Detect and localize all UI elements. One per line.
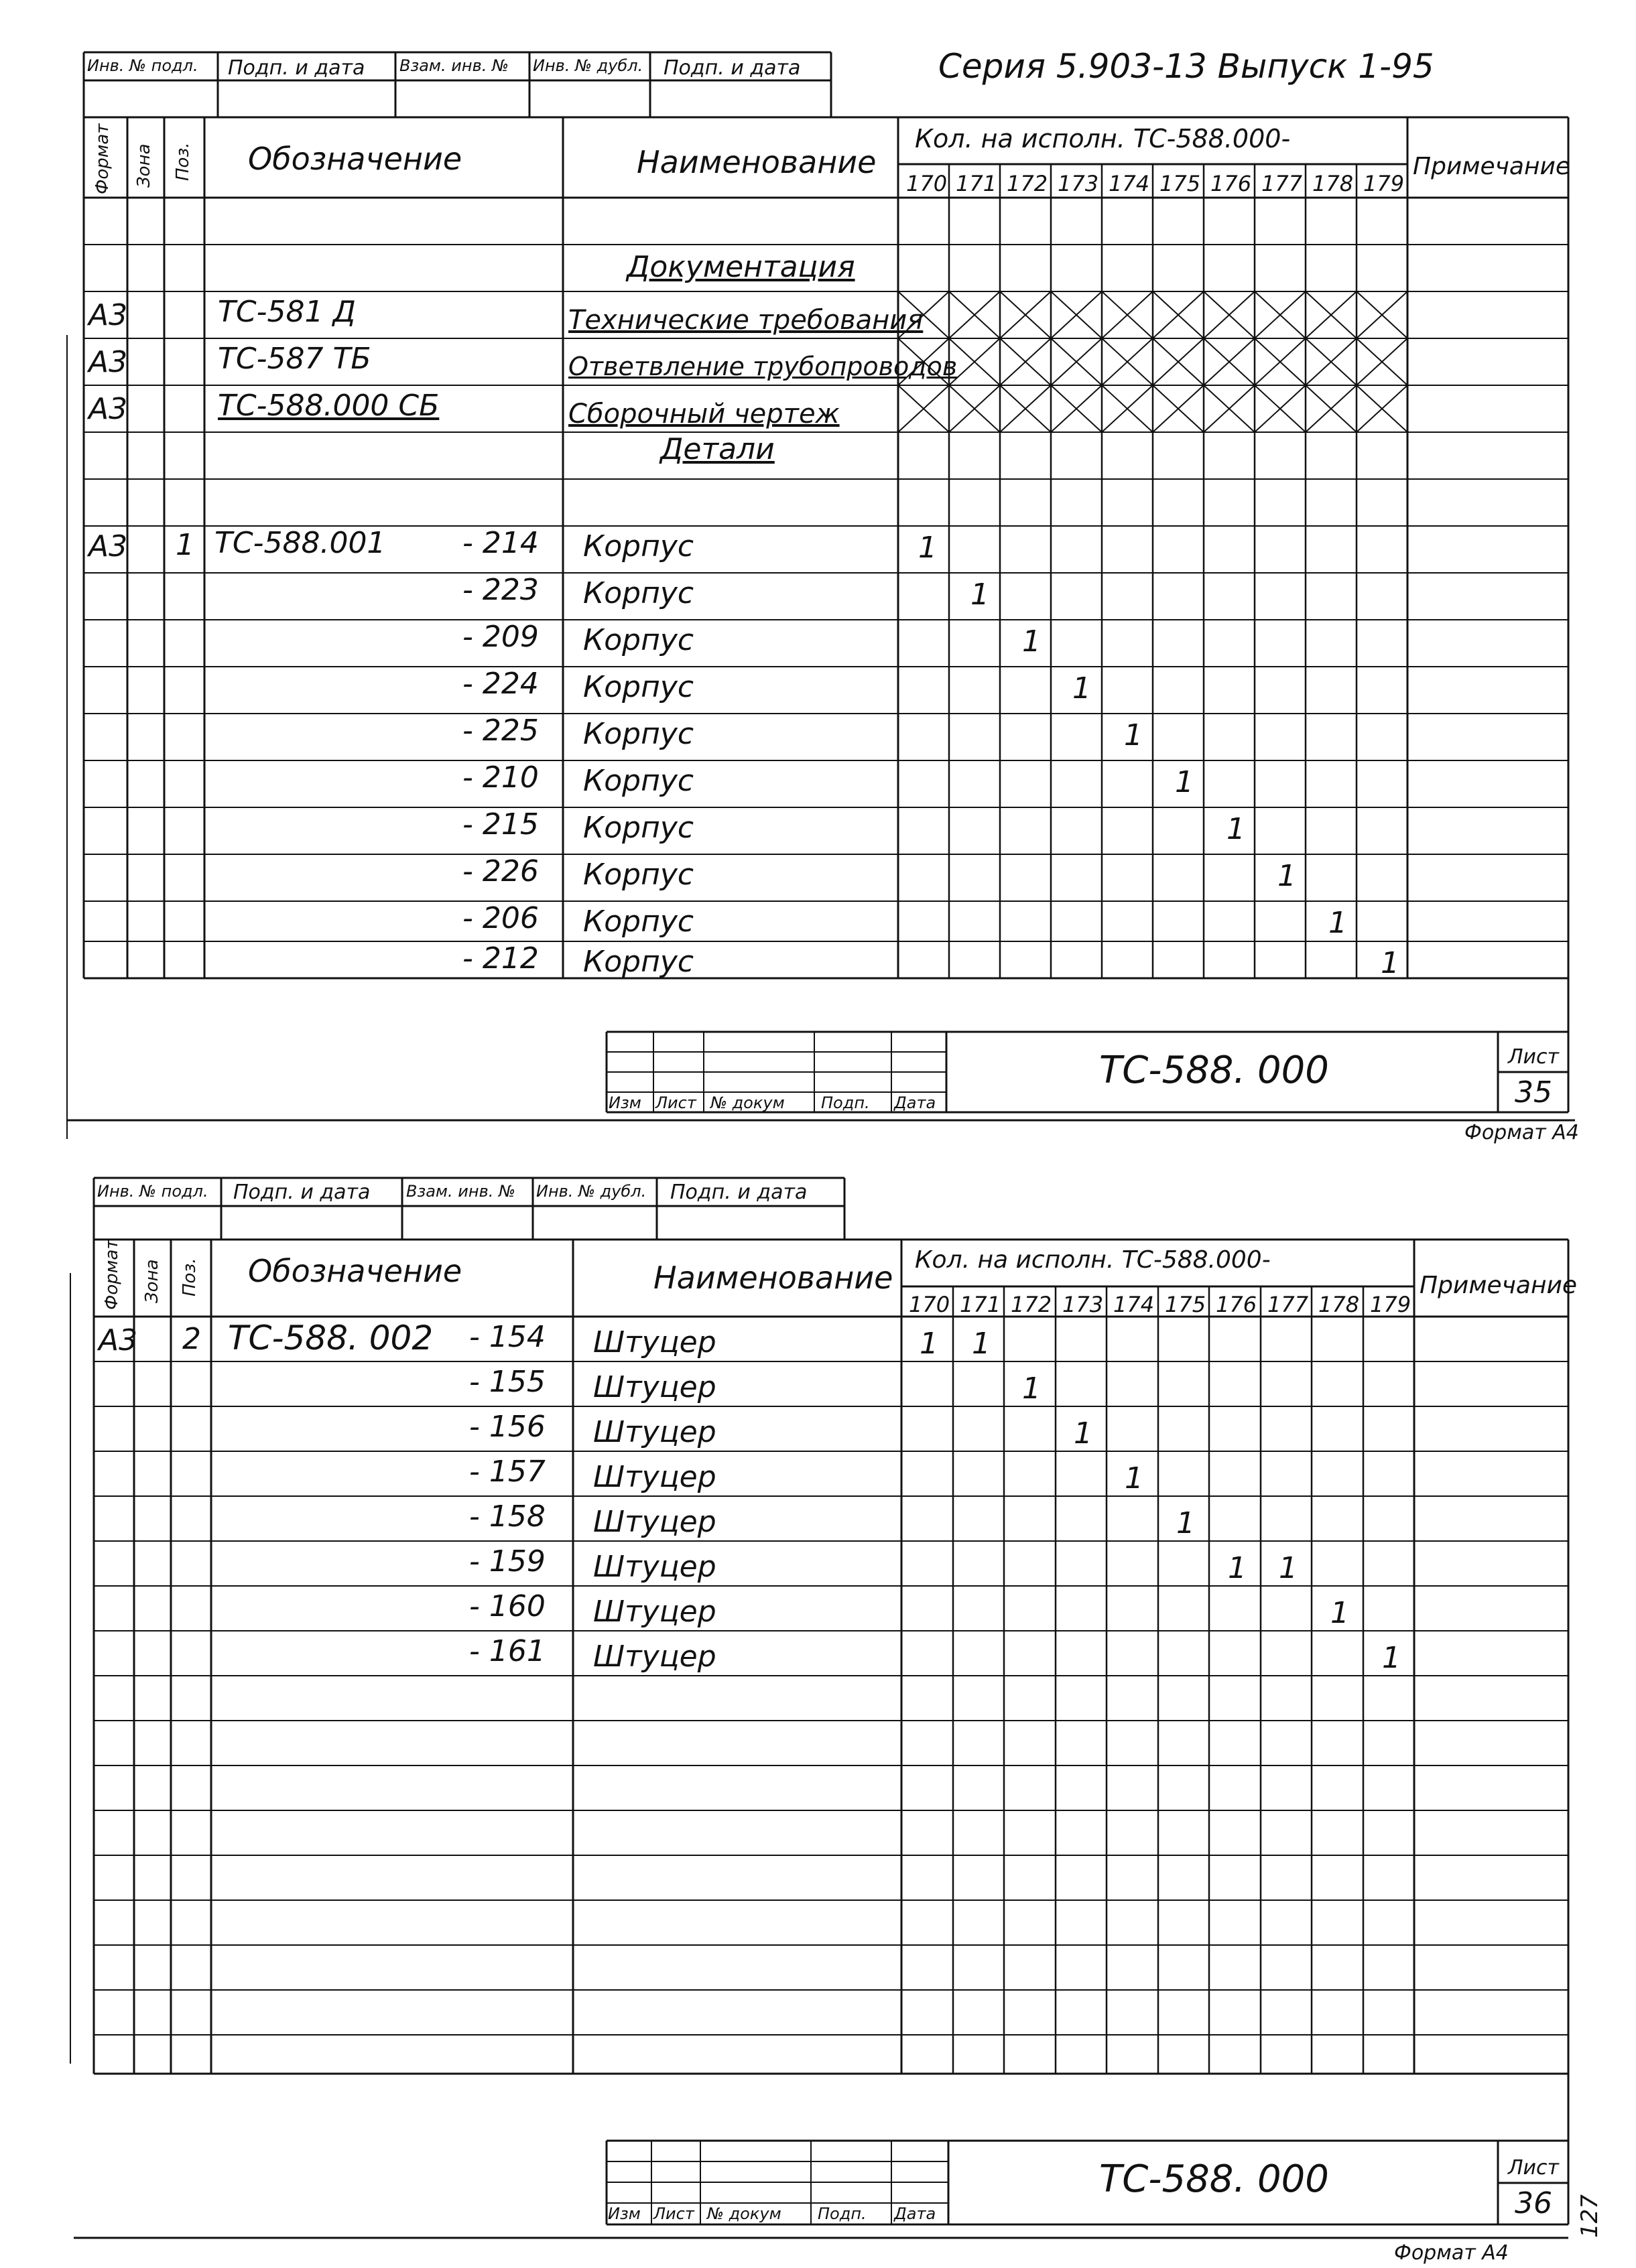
part-suffix: - 226 [462, 854, 539, 888]
col-zone: Зона [134, 143, 154, 188]
tb-code: ТС-588. 000 [1099, 1049, 1329, 1092]
part-pos: 2 [182, 1322, 201, 1356]
sheet2-frame [74, 1240, 1568, 2238]
col-qty-header: Кол. на исполн. ТС-588.000- [915, 1246, 1271, 1274]
part-suffix: - 224 [462, 667, 539, 701]
part-suffix: - 214 [462, 526, 539, 560]
part-qty: 1 [1175, 765, 1194, 799]
tb-date: Дата [894, 1093, 936, 1112]
part-qty: 1 [1228, 1551, 1247, 1585]
part-suffix: - 160 [469, 1589, 546, 1623]
tb-sheet-label: Лист [1508, 2156, 1560, 2180]
col-qty-header: Кол. на исполн. ТС-588.000- [915, 124, 1291, 153]
part-suffix: - 154 [469, 1320, 546, 1354]
part-name: Корпус [583, 576, 694, 610]
section-docs: Документация [627, 250, 855, 284]
series-title: Серия 5.903-13 Выпуск 1-95 [938, 47, 1434, 86]
variant-178: 178 [1318, 1292, 1360, 1317]
stamp-vzam-inv: Взам. инв. № [406, 1182, 515, 1201]
part-name: Штуцер [593, 1370, 716, 1404]
part-qty: 1 [1072, 671, 1091, 706]
part-qty: 1 [1330, 1596, 1349, 1630]
part-qty: 1 [920, 1327, 938, 1361]
tb-list: Лист [655, 1093, 696, 1112]
variant-171: 171 [960, 1292, 1001, 1317]
part-qty: 1 [1381, 946, 1399, 980]
part-name: Штуцер [593, 1595, 716, 1629]
part-qty: 1 [1176, 1506, 1195, 1540]
part-qty: 1 [1074, 1416, 1092, 1451]
doc-format: А3 [88, 345, 128, 379]
col-designation: Обозначение [248, 141, 462, 177]
col-pos: Поз. [173, 142, 193, 181]
variant-179: 179 [1363, 171, 1405, 196]
col-designation: Обозначение [248, 1253, 462, 1289]
part-suffix: - 155 [469, 1365, 546, 1399]
part-suffix: - 161 [469, 1634, 546, 1668]
part-suffix: - 159 [469, 1544, 546, 1579]
part-suffix: - 157 [469, 1455, 546, 1489]
stamp-inv-dubl: Инв. № дубл. [536, 1182, 647, 1201]
part-qty: 1 [1125, 1461, 1143, 1495]
part-name: Штуцер [593, 1325, 716, 1359]
stamp-podp-data2: Подп. и дата [670, 1181, 808, 1204]
col-note: Примечание [1420, 1272, 1578, 1299]
tb-list: Лист [653, 2204, 694, 2223]
stamp-vzam-inv: Взам. инв. № [399, 56, 509, 75]
part-qty: 1 [970, 578, 989, 612]
part-suffix: - 156 [469, 1410, 546, 1444]
doc-code: ТС-588.000 СБ [218, 389, 440, 423]
sheet2-variant-cols [953, 1286, 1363, 2074]
part-qty: 1 [1022, 1372, 1041, 1406]
part-code: ТС-588. 002 [228, 1319, 434, 1357]
doc-name: Сборочный чертеж [568, 399, 840, 429]
variant-174: 174 [1109, 171, 1150, 196]
part-qty: 1 [1277, 859, 1296, 893]
part-name: Корпус [583, 905, 694, 939]
margin-marks [67, 335, 70, 2064]
part-suffix: - 212 [462, 941, 539, 976]
part-name: Корпус [583, 945, 694, 979]
variant-179: 179 [1370, 1292, 1411, 1317]
col-pos: Поз. [180, 1258, 200, 1296]
variant-176: 176 [1210, 171, 1252, 196]
part-name: Штуцер [593, 1640, 716, 1674]
part-name: Штуцер [593, 1505, 716, 1539]
variant-170: 170 [909, 1292, 950, 1317]
sheet2-rows [94, 1361, 1568, 2035]
variant-172: 172 [1011, 1292, 1052, 1317]
variant-177: 177 [1267, 1292, 1309, 1317]
part-suffix: - 225 [462, 714, 539, 748]
part-qty: 1 [1279, 1551, 1298, 1585]
tb-doc-no: № докум [707, 2204, 781, 2223]
part-qty: 1 [1382, 1641, 1401, 1675]
variant-175: 175 [1165, 1292, 1206, 1317]
part-suffix: - 158 [469, 1499, 546, 1534]
variant-178: 178 [1312, 171, 1354, 196]
part-qty: 1 [1022, 624, 1041, 659]
tb-izm: Изм [609, 1093, 641, 1112]
part-name: Корпус [583, 858, 694, 892]
tb-code: ТС-588. 000 [1099, 2157, 1329, 2201]
tb-sheet-no: 35 [1515, 1075, 1552, 1110]
part-code: ТС-588.001 [214, 526, 386, 560]
stamp-podp-data2: Подп. и дата [664, 56, 801, 80]
part-name: Корпус [583, 811, 694, 845]
part-suffix: - 206 [462, 901, 539, 935]
stamp-podp-data: Подп. и дата [228, 56, 365, 80]
variant-177: 177 [1261, 171, 1303, 196]
doc-format: А3 [88, 392, 128, 426]
tb-sheet-label: Лист [1508, 1045, 1560, 1069]
doc-code: ТС-587 ТБ [218, 342, 371, 376]
part-format: А3 [99, 1323, 138, 1357]
part-name: Корпус [583, 670, 694, 704]
variant-173: 173 [1058, 171, 1099, 196]
part-qty: 1 [918, 531, 937, 565]
sheet1-variant-cols [949, 164, 1357, 978]
page-side-number: 127 [1576, 2194, 1603, 2238]
part-name: Корпус [583, 717, 694, 751]
format-label: Формат А4 [1464, 1121, 1579, 1144]
part-suffix: - 209 [462, 620, 539, 654]
part-qty: 1 [1328, 906, 1347, 940]
part-qty: 1 [972, 1327, 991, 1361]
part-suffix: - 210 [462, 760, 539, 795]
col-note: Примечание [1413, 153, 1571, 180]
variant-171: 171 [956, 171, 997, 196]
tb-sheet-no: 36 [1515, 2186, 1552, 2220]
part-suffix: - 223 [462, 573, 539, 607]
variant-176: 176 [1216, 1292, 1257, 1317]
stamp-podp-data: Подп. и дата [233, 1181, 371, 1204]
tb-podp: Подп. [821, 1093, 870, 1112]
col-format: Формат [102, 1239, 122, 1310]
stamp-inv-podl: Инв. № подл. [87, 56, 198, 75]
variant-172: 172 [1007, 171, 1048, 196]
part-name: Штуцер [593, 1460, 716, 1494]
doc-name: Технические требования [568, 305, 924, 336]
col-format: Формат [92, 123, 113, 194]
doc-name: Ответвление трубопроводов [568, 352, 958, 381]
part-qty: 1 [1124, 718, 1143, 752]
part-suffix: - 215 [462, 807, 539, 842]
stamp-inv-dubl: Инв. № дубл. [533, 56, 643, 75]
doc-code: ТС-581 Д [218, 295, 356, 329]
part-name: Штуцер [593, 1550, 716, 1584]
part-format: А3 [88, 529, 128, 563]
variant-175: 175 [1159, 171, 1201, 196]
tb-doc-no: № докум [710, 1093, 785, 1112]
tb-date: Дата [894, 2204, 936, 2223]
col-name: Наименование [637, 144, 877, 180]
section-parts: Детали [660, 432, 775, 466]
part-name: Корпус [583, 623, 694, 657]
tb-podp: Подп. [818, 2204, 867, 2223]
variant-174: 174 [1113, 1292, 1155, 1317]
stamp-inv-podl: Инв. № подл. [97, 1182, 208, 1201]
col-zone: Зона [142, 1259, 162, 1303]
format-label: Формат А4 [1394, 2241, 1509, 2265]
part-name: Штуцер [593, 1415, 716, 1449]
part-qty: 1 [1226, 812, 1245, 846]
doc-format: А3 [88, 298, 128, 332]
part-pos: 1 [176, 528, 194, 562]
col-name: Наименование [653, 1260, 893, 1296]
part-name: Корпус [583, 764, 694, 798]
variant-173: 173 [1062, 1292, 1104, 1317]
tb-izm: Изм [608, 2204, 641, 2223]
variant-170: 170 [906, 171, 948, 196]
part-name: Корпус [583, 529, 694, 563]
